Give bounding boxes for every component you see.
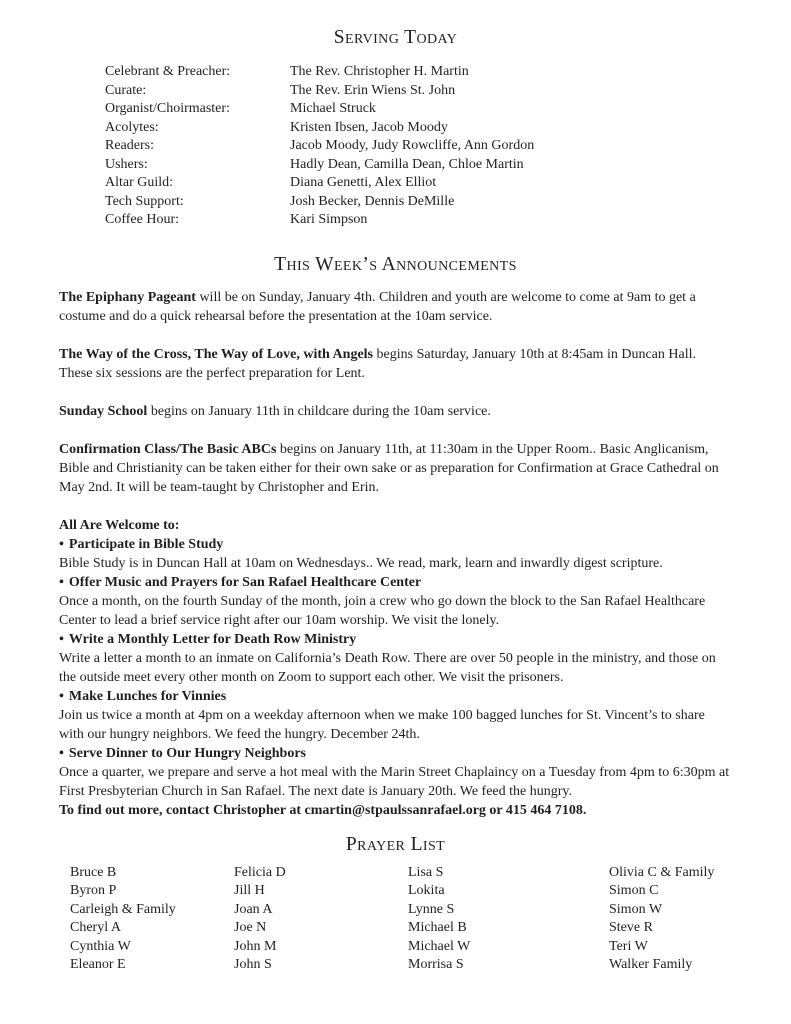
prayer-name: Joan A bbox=[234, 901, 273, 917]
prayer-list-heading: Prayer List bbox=[345, 833, 446, 855]
announcements-heading: This Week’s Announcements bbox=[274, 253, 517, 275]
welcome-item-label: Make Lunches for Vinnies bbox=[68, 688, 227, 704]
bullet-icon: • bbox=[59, 688, 64, 704]
serving-row bbox=[105, 174, 732, 193]
prayer-column bbox=[408, 864, 609, 975]
serving-role-value: Kristen Ibsen, Jacob Moody bbox=[290, 119, 448, 135]
announcement-body: begins on January 11th, at 11:30am in the Upper Room.. Basic Anglicanism, Bible and Christianity can be taken either for their own sake or as preparation for Confirmation at Grace Cathedral on May 2nd. It will be team-taught by Christopher and Erin. bbox=[59, 441, 719, 495]
bullet-icon: • bbox=[59, 536, 64, 552]
prayer-list bbox=[70, 864, 732, 975]
announcement-lead: Sunday School bbox=[59, 403, 148, 419]
announcement-lead: Confirmation Class/The Basic ABCs bbox=[59, 441, 277, 457]
prayer-name: John M bbox=[234, 938, 277, 954]
serving-role-value: Hadly Dean, Camilla Dean, Chloe Martin bbox=[290, 156, 524, 172]
welcome-item-title bbox=[59, 535, 732, 554]
announcement-paragraph bbox=[59, 288, 732, 326]
prayer-name: Simon C bbox=[609, 883, 659, 898]
prayer-name: Cheryl A bbox=[70, 920, 121, 935]
serving-role-value: Josh Becker, Dennis DeMille bbox=[290, 193, 455, 209]
prayer-name: Simon W bbox=[609, 901, 663, 917]
welcome-item-label: Write a Monthly Letter for Death Row Ministry bbox=[68, 631, 357, 647]
prayer-name: Jill H bbox=[234, 883, 265, 898]
prayer-name: Byron P bbox=[70, 883, 117, 898]
prayer-name: John S bbox=[234, 957, 272, 972]
welcome-item-title bbox=[59, 630, 732, 649]
announcement-body: begins on January 11th in childcare during the 10am service. bbox=[147, 403, 491, 419]
prayer-name: Teri W bbox=[609, 938, 648, 954]
serving-role-value: The Rev. Christopher H. Martin bbox=[290, 64, 469, 79]
prayer-name: Steve R bbox=[609, 920, 653, 935]
bullet-icon: • bbox=[59, 631, 64, 647]
contact-line: To find out more, contact Christopher at cmartin@stpaulssanrafael.org or 415 464 7108. bbox=[59, 802, 587, 818]
welcome-item-description: Bible Study is in Duncan Hall at 10am on Wednesdays.. We read, mark, learn and inwardly digest scripture. bbox=[59, 555, 663, 571]
serving-row bbox=[105, 156, 732, 175]
prayer-name: Bruce B bbox=[70, 864, 117, 880]
prayer-column bbox=[234, 864, 408, 975]
prayer-name: Morrisa S bbox=[408, 957, 464, 972]
serving-today-table bbox=[105, 63, 732, 230]
serving-role-label: Organist/Choirmaster: bbox=[105, 101, 230, 116]
welcome-item-label: Serve Dinner to Our Hungry Neighbors bbox=[68, 745, 307, 761]
serving-role-value: Diana Genetti, Alex Elliot bbox=[290, 175, 437, 190]
announcement-lead: The Epiphany Pageant bbox=[59, 289, 196, 305]
serving-role-value: Michael Struck bbox=[290, 101, 376, 116]
prayer-column bbox=[70, 864, 234, 975]
serving-role-label: Coffee Hour: bbox=[105, 212, 179, 227]
announcement-lead: The Way of the Cross, The Way of Love, with Angels bbox=[59, 346, 374, 362]
serving-row bbox=[105, 82, 732, 101]
welcome-section bbox=[59, 516, 732, 820]
welcome-heading: All Are Welcome to: bbox=[59, 517, 180, 533]
welcome-item-label: Participate in Bible Study bbox=[68, 536, 224, 552]
welcome-item-title bbox=[59, 744, 732, 763]
welcome-item-description: Write a letter a month to an inmate on California’s Death Row. There are over 50 people in the ministry, and those on the outside meet every other month on Zoom to support each other. We visit the prisoners. bbox=[59, 650, 716, 685]
bullet-icon: • bbox=[59, 574, 64, 590]
welcome-item-label: Offer Music and Prayers for San Rafael Healthcare Center bbox=[68, 574, 422, 590]
serving-row bbox=[105, 211, 732, 230]
serving-role-label: Ushers: bbox=[105, 156, 148, 172]
bullet-icon: • bbox=[59, 745, 64, 761]
serving-row bbox=[105, 63, 732, 82]
prayer-name: Joe N bbox=[234, 920, 267, 935]
welcome-item-description: Once a month, on the fourth Sunday of the month, join a crew who go down the block to the San Rafael Healthcare Center to lead a brief service right after our 10am worship. We visit the lonely. bbox=[59, 593, 706, 628]
announcement-body: begins Saturday, January 10th at 8:45am in Duncan Hall. These six sessions are the perfect preparation for Lent. bbox=[59, 346, 696, 381]
serving-role-value: Jacob Moody, Judy Rowcliffe, Ann Gordon bbox=[290, 138, 535, 153]
prayer-name: Eleanor E bbox=[70, 957, 126, 972]
serving-role-value: The Rev. Erin Wiens St. John bbox=[290, 82, 456, 98]
prayer-name: Michael W bbox=[408, 938, 471, 954]
prayer-name: Felicia D bbox=[234, 864, 286, 880]
prayer-name: Lynne S bbox=[408, 901, 455, 917]
serving-role-label: Curate: bbox=[105, 82, 147, 98]
serving-role-label: Tech Support: bbox=[105, 193, 184, 209]
announcement-paragraph bbox=[59, 402, 732, 421]
serving-row bbox=[105, 119, 732, 138]
serving-row bbox=[105, 100, 732, 119]
prayer-name: Cynthia W bbox=[70, 938, 131, 954]
serving-row bbox=[105, 137, 732, 156]
serving-role-label: Altar Guild: bbox=[105, 175, 174, 190]
prayer-name: Lisa S bbox=[408, 864, 444, 880]
welcome-item-title bbox=[59, 573, 732, 592]
serving-role-label: Acolytes: bbox=[105, 119, 159, 135]
serving-role-label: Celebrant & Preacher: bbox=[105, 64, 231, 79]
announcement-paragraph bbox=[59, 440, 732, 497]
serving-row bbox=[105, 193, 732, 212]
serving-role-value: Kari Simpson bbox=[290, 212, 368, 227]
welcome-item-title bbox=[59, 687, 732, 706]
welcome-item-description: Join us twice a month at 4pm on a weekday afternoon when we make 100 bagged lunches for St. Vincent’s to share with our hungry neighbors. We feed the hungry. December 24th. bbox=[59, 707, 705, 742]
serving-role-label: Readers: bbox=[105, 138, 154, 153]
prayer-name: Olivia C & Family bbox=[609, 864, 715, 880]
prayer-name: Walker Family bbox=[609, 957, 693, 972]
prayer-column bbox=[609, 864, 732, 975]
prayer-name: Lokita bbox=[408, 883, 445, 898]
prayer-name: Michael B bbox=[408, 920, 467, 935]
serving-today-heading: Serving Today bbox=[333, 27, 458, 48]
welcome-item-description: Once a quarter, we prepare and serve a hot meal with the Marin Street Chaplaincy on a Tuesday from 4pm to 6:30pm at First Presbyterian Church in San Rafael. The next date is January 20th. We feed the hungry. bbox=[59, 764, 730, 799]
announcement-paragraph bbox=[59, 345, 732, 383]
announcement-body: will be on Sunday, January 4th. Children and youth are welcome to come at 9am to get a costume and do a quick rehearsal before the presentation at the 10am service. bbox=[59, 289, 696, 324]
prayer-name: Carleigh & Family bbox=[70, 901, 176, 917]
